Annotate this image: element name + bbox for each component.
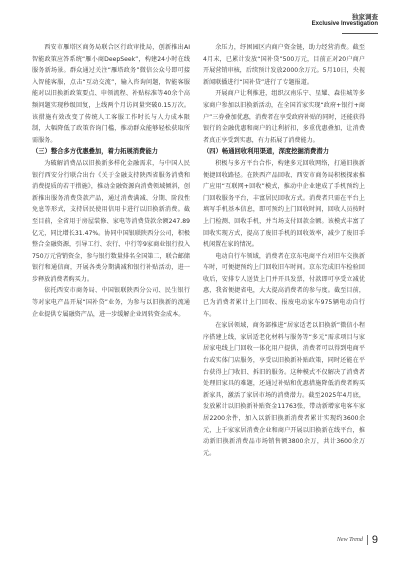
body-paragraph: 电动自行车领域，消费者在京东电商平台对旧车交换新车时，可便捷预约上门回收旧车时间。京东完成旧车检验回收后，安排专人送货上门并开具发票，付款即可享受立减优惠，我省便捷省电，大大提高消费者的参与度。截至目前，已为消费者累计上门回收、报废电动家车975辆电动自行车。 [203, 252, 365, 318]
body-paragraph: 开展商户让利推进，组织汉南乐宁、星耀、森佳城等多家商户参加以旧换新活动，在全国首家实现“政府+银行+商户”三券叠加优惠，消费者在享受政府补贴的同时，还能获得银行的金融优惠和商户的让利折扣，多重优惠叠加，让消费者真正享受到实惠，有力拓展了消费能力。 [203, 90, 365, 144]
body-paragraph: 余压力，纾困园区内商户资金链，助力经营消费。截至4月末，已累计发放“国补贷”500万元，目前正对20户商户开展营销审核，后续预计发放2000余万元。5月10日，央视新闻联播进行“国补贷”进行了专题报道。 [203, 44, 365, 86]
body-paragraph: 西安市雁塔区商务局联合区行政审批局，创新推出AI智能政策应答系统“雁小商DeepSeek”，构建24小时在线服务新场景。群众通过关注“雁塔政务”微信公众号即可接入智能客服，点击“互动交流”，输入咨询问题，智能客服能对以旧换新政策要点、申领流程、补贴标准等40余个高频问题实现秒级回复，上线两个月访问量突破0.15万次。该措施有效改变了传统人工客服工作时长与人力成本限制，大幅降低了政策咨询门槛，推动群众能够轻松获取所需服务。 [32, 44, 190, 144]
body-paragraph: 积极与多方平台合作，构建多元回收网络，打通旧换新便捷回收路径。在陕西产品回收、西安市商务局积极探索推广应用“互联网+回收”模式，推动中企业建成了手机预约上门回收服务平台，丰富居民回收方式。消费者只需在平台上填写手机基本信息，即可预约上门回收时间，回收人员按时上门检测、回收手机，并当场支付回款金额。该模式丰富了回收实现方式，提高了废旧手机的回收效率，减少了废旧手机闲置在家的情况。 [203, 159, 365, 249]
page-footer [337, 534, 378, 546]
section-heading: （三）整合多方优惠叠加，着力拓展消费能力 [32, 148, 158, 156]
page-number: 9 [371, 534, 378, 546]
body-paragraph: 依托西安市商务局、中国银联陕西分公司、民生银行等对家电产品开展“国补贷”业务，为参与以旧换新的流通企业提供专属融资产品，进一步缓解企业周转资金成本。 [32, 287, 190, 318]
header-divider [342, 33, 378, 34]
left-column [32, 42, 190, 320]
footer-divider [367, 535, 368, 545]
right-column [203, 42, 365, 459]
section-header [312, 14, 378, 28]
body-paragraph: 为破解消费品以旧换新多样化金融需求，与中国人民银行西安分行联合出台《关于金融支持陕西省服务消费和消费提质的若干措施》，推动金融资源向消费领域倾斜，创新推出服务消费贷款产品，通过消费满减、分期、阶段性免息等形式，支持居民使用信用卡进行以旧换新消费。截至目前，全省用于房屋装修、家电等消费贷款余额247.89亿元，同比增长31.47%。协同中国银联陕西分公司，积极整合金融资源，引导工行、农行、中行等9家商业银行投入750万元营销资金，参与银行数量排名全国第二，联合邮储银行和通信商，开展各类分期满减和银行补贴活动，进一步释放消费者购买力。 [32, 159, 190, 283]
section-title-cn: 独家调查 [352, 13, 378, 21]
section-title-en: Exclusive Investigation [311, 21, 378, 28]
section-heading: （四）畅通回收利用渠道，深度挖掘消费潜力 [203, 148, 329, 156]
magazine-name: New Trend [336, 537, 363, 543]
body-paragraph: 在家居领域，商务部推进“居家适老以旧换新”微信小程序搭建上线，家居适老化材料与服务等“多元”需求项目与家居家电线上门回收一体化用户提供，消费者可以得到电商平台或实体门店服务，享受以旧换新补贴政策，同时还能在平台获得上门收旧、拆旧的服务。这种模式不仅解决了消费者处理旧家具的难题，还通过补贴和优惠措施降低消费者购买新家具，激活了家居市场的消费潜力。截至2025年4月底，发放累计以旧换新补贴资金11763张，带动新增家电客车家居2200余件，加入以新旧换新消费者累计实现约3600余元，上千家家居消费企业和商户开展以旧换新在线平台，推动新旧换新消费品市场销售额3800余万，共计3600余万元。 [203, 322, 365, 457]
